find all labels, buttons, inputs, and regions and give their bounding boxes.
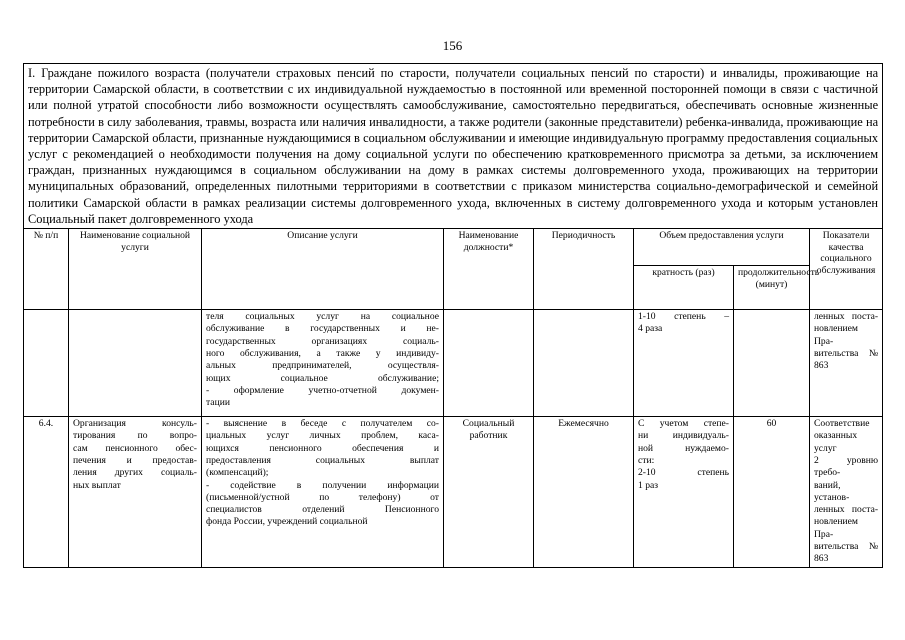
row-frequency: [634, 310, 734, 417]
text-line: 1-10 степень –: [638, 311, 729, 323]
text-line: альных предпринимателей, осуществля-: [206, 360, 439, 372]
table-row: [24, 417, 883, 568]
row-num: [24, 310, 69, 417]
header-description: Описание услуги: [202, 229, 444, 310]
text-line: тации: [206, 397, 230, 409]
row-periodicity: [534, 310, 634, 417]
text-line: ющих социальное обслуживание;: [206, 372, 439, 384]
header-quality: Показатели качества социального обслуживания: [810, 229, 883, 310]
text-line: сти:: [638, 454, 655, 466]
text-line: (письменной/устной по телефону) от: [206, 491, 439, 503]
header-frequency: кратность (раз): [634, 266, 734, 310]
text-line: ных выплат: [73, 479, 121, 491]
text-line: 4 раза: [638, 323, 663, 335]
text-line: (компенсаций);: [206, 467, 269, 479]
text-line: оказанных услуг: [814, 430, 858, 454]
text-line: - содействие в получении информации: [206, 479, 439, 491]
row-frequency: [634, 417, 734, 568]
text-line: тирования по вопро-: [73, 430, 197, 442]
row-position: [444, 310, 534, 417]
text-line: ной нуждаемо-: [638, 442, 729, 454]
text-line: ленных поста-: [814, 504, 879, 516]
text-line: фонда России, учреждений социальной: [206, 516, 368, 528]
row-periodicity: Ежемесячно: [534, 417, 634, 568]
text-line: государственных организациях социаль-: [206, 335, 439, 347]
row-description: [202, 310, 444, 417]
header-volume: Объем предоставления услуги: [634, 229, 810, 266]
header-num: № п/п: [24, 229, 69, 310]
text-line: ного обслуживания, а также у индивиду-: [206, 347, 439, 359]
table-row: [24, 310, 883, 417]
header-name: Наименование социальной услуги: [69, 229, 202, 310]
text-line: - оформление учетно-отчетной докумен-: [206, 384, 439, 396]
text-line: специалистов отделений Пенсионного: [206, 504, 439, 516]
text-line: новлением Пра-: [814, 516, 858, 540]
intro-row: [24, 64, 883, 229]
row-name: [69, 417, 202, 568]
services-table: [23, 63, 883, 568]
text-line: вительства №: [814, 541, 879, 552]
text-line: ваний, установ-: [814, 479, 850, 503]
text-line: ющихся пенсионного обеспечения и: [206, 442, 439, 454]
text-line: теля социальных услуг на социальное: [206, 311, 439, 323]
text-line: 1 раз: [638, 479, 659, 491]
text-line: 2 уровню требо-: [814, 454, 879, 479]
text-line: новлением Пра-: [814, 323, 858, 347]
intro-text: I. Граждане пожилого возраста (получатели страховых пенсий по старости, получатели социальных пенсий по старости) и инвалиды, проживающие на территории Самарской области, в соответствии с их индивидуальной нуждаемостью в постоянной или временной посторонней помощи в связи с частичной или полной утратой способности либо возможности осуществлять самообслуживание, самостоятельно передвигаться, обеспечивать основные жизненные потребности в силу заболевания, травмы, возраста или наличия инвалидности, а также родители (законные представители) ребенка-инвалида, проживающие на территории Самарской области, признанные нуждающимися в социальном обслуживании и имеющие индивидуальную программу предоставления социальных услуг с рекомендацией о необходимости получения на дому социальной услуги по обеспечению кратковременного присмотра за детьми, за исключением граждан, признанных нуждающимся в социальном обслуживании на дому в рамках системы долговременного ухода, проживающих на территории муниципальных образований, определенных пилотными территориями в соответствии с приказом министерства социально-демографической и семейной политики Самарской области в рамках реализации системы долговременного ухода, включенных в систему долговременного ухода и которым установлен Социальный пакет долговременного ухода: [24, 64, 883, 229]
text-line: С учетом степе-: [638, 418, 729, 430]
row-duration: [734, 310, 810, 417]
row-quality: [810, 417, 883, 568]
text-line: ленных поста-: [814, 311, 879, 323]
text-line: 2-10 степень: [638, 467, 729, 479]
text-line: печения и предостав-: [73, 454, 197, 466]
text-line: - выяснение в беседе с получателем со-: [206, 418, 439, 430]
text-line: сам пенсионного обес-: [73, 442, 197, 454]
text-line: 863: [814, 360, 829, 372]
text-line: ления других социаль-: [73, 467, 197, 479]
text-line: вительства №: [814, 347, 879, 359]
text-line: предоставления социальных выплат: [206, 454, 439, 466]
row-duration: 60: [734, 417, 810, 568]
page-number: 156: [442, 38, 463, 53]
text-line: обслуживание в государственных и не-: [206, 323, 439, 335]
header-position: Наименование должности*: [444, 229, 534, 310]
text-line: 863: [814, 553, 829, 565]
text-line: циальных услуг личных проблем, каса-: [206, 430, 439, 442]
row-quality: [810, 310, 883, 417]
row-name: [69, 310, 202, 417]
header-duration: продолжительность (минут): [734, 266, 810, 310]
row-num: 6.4.: [24, 417, 69, 568]
header-periodicity: Периодичность: [534, 229, 634, 310]
text-line: ни индивидуаль-: [638, 430, 729, 442]
header-row-1: [24, 229, 883, 266]
text-line: Организация консуль-: [73, 418, 197, 430]
row-description: [202, 417, 444, 568]
row-position: Социальный работник: [444, 417, 534, 568]
text-line: Соответствие: [814, 418, 870, 430]
